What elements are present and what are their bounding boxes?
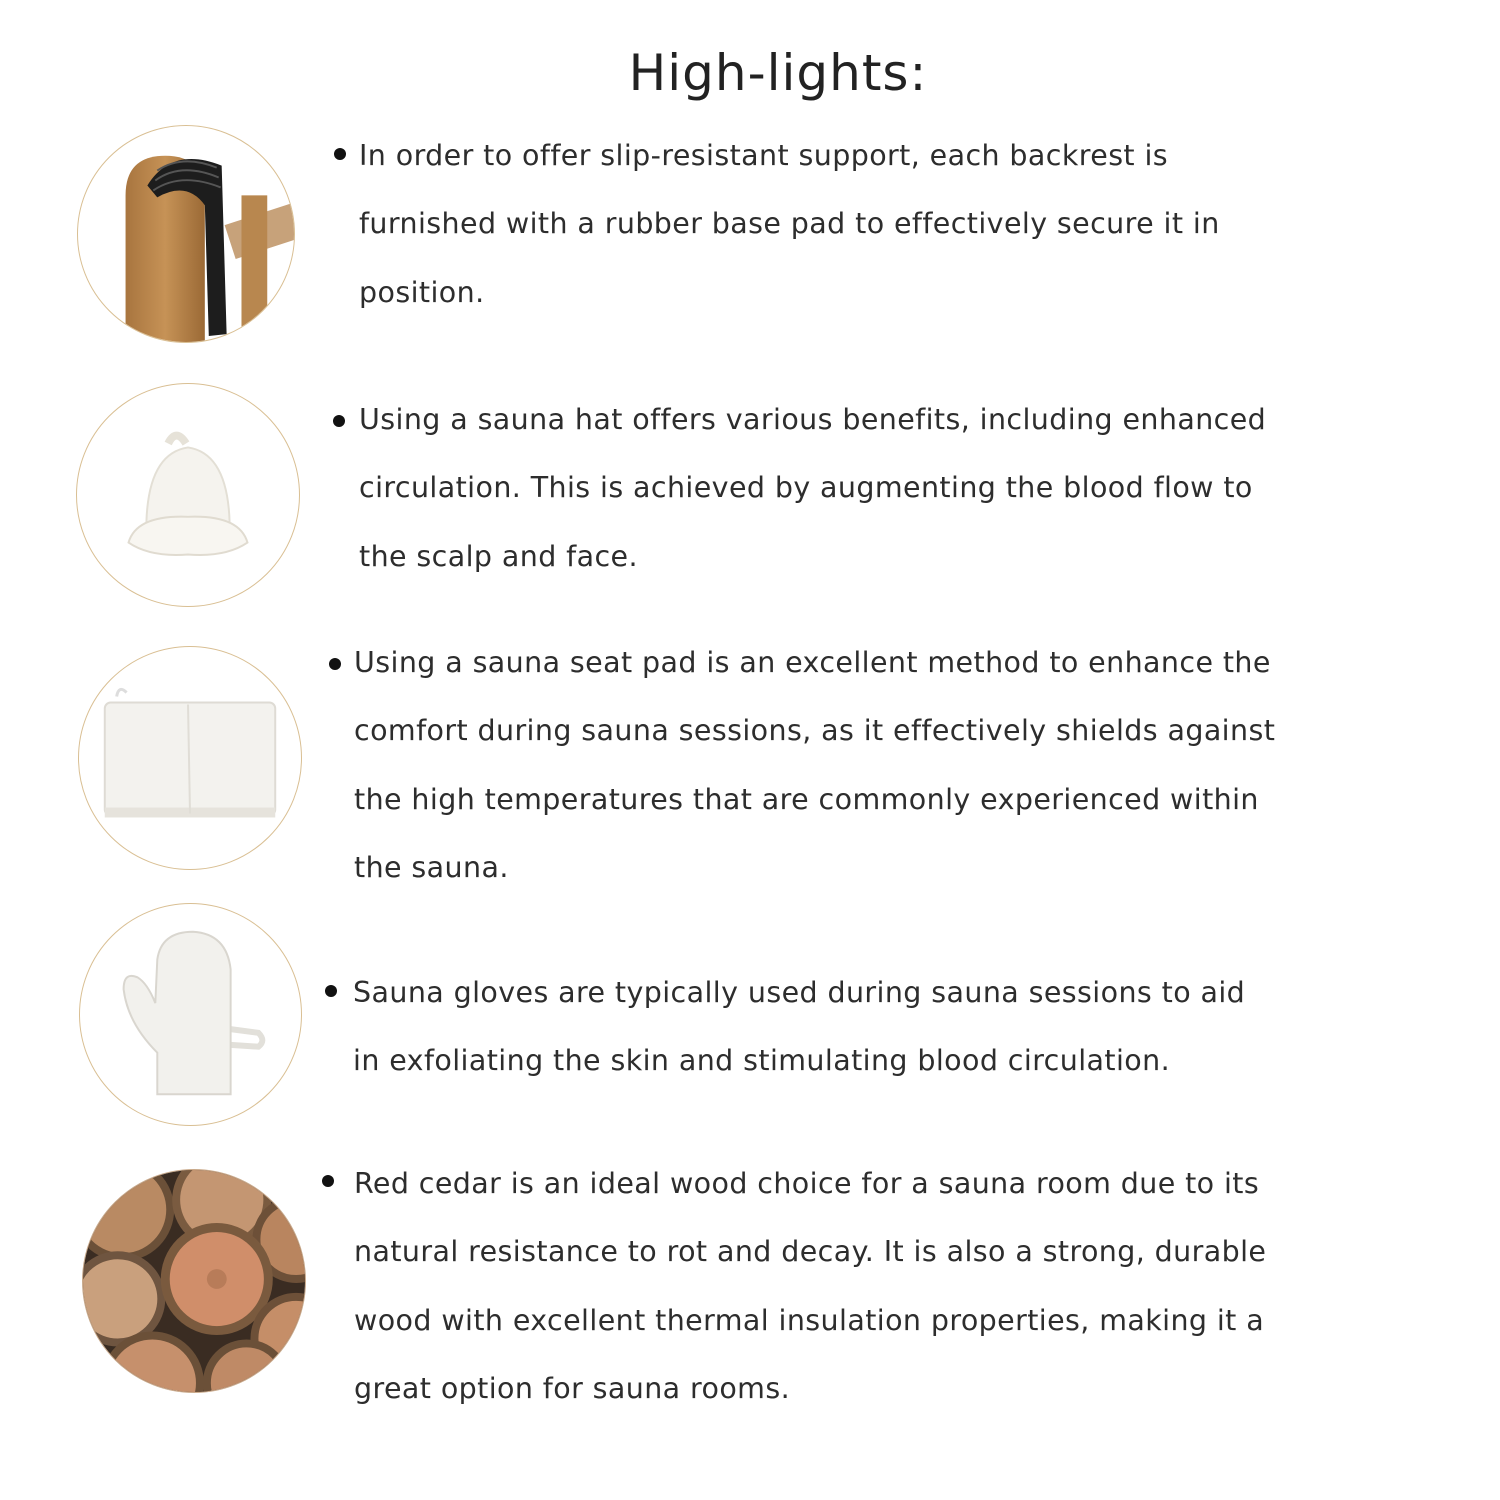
backrest-text	[359, 122, 1220, 327]
text-line: furnished with a rubber base pad to effectively secure it in	[359, 207, 1220, 241]
text-line: In order to offer slip-resistant support, each backrest is	[359, 139, 1169, 172]
sauna-hat-icon	[76, 383, 300, 607]
bullet	[329, 658, 341, 670]
cedar-logs-icon	[82, 1169, 306, 1393]
text-line: in exfoliating the skin and stimulating blood circulation.	[353, 1044, 1171, 1078]
bullet	[325, 985, 337, 997]
cedar-logs-text	[354, 1150, 1266, 1423]
text-line: Using a sauna seat pad is an excellent method to enhance the	[354, 646, 1271, 679]
text-line: great option for sauna rooms.	[354, 1371, 791, 1405]
seat-pad-icon	[78, 646, 302, 870]
sauna-hat-text	[359, 386, 1266, 591]
text-line: the scalp and face.	[359, 539, 638, 573]
bullet	[334, 148, 346, 160]
text-line: position.	[359, 275, 485, 309]
sauna-glove-icon	[79, 903, 302, 1126]
text-line: comfort during sauna sessions, as it effectively shields against	[354, 714, 1276, 748]
text-line: circulation. This is achieved by augmenting the blood flow to	[359, 471, 1253, 505]
text-line: Red cedar is an ideal wood choice for a sauna room due to its	[354, 1167, 1260, 1200]
seat-pad-text	[354, 629, 1275, 902]
text-line: the sauna.	[354, 850, 509, 884]
text-line: Using a sauna hat offers various benefits, including enhanced	[359, 403, 1267, 436]
text-line: natural resistance to rot and decay. It is also a strong, durable	[354, 1235, 1267, 1269]
text-line: Sauna gloves are typically used during sauna sessions to aid	[353, 976, 1246, 1009]
text-line: wood with excellent thermal insulation properties, making it a	[354, 1303, 1265, 1337]
page-title: High-lights:	[628, 44, 928, 102]
backrest-icon	[77, 125, 295, 343]
text-line: the high temperatures that are commonly experienced within	[354, 782, 1259, 816]
bullet	[333, 415, 345, 427]
sauna-glove-text	[353, 959, 1245, 1096]
bullet	[322, 1175, 334, 1187]
